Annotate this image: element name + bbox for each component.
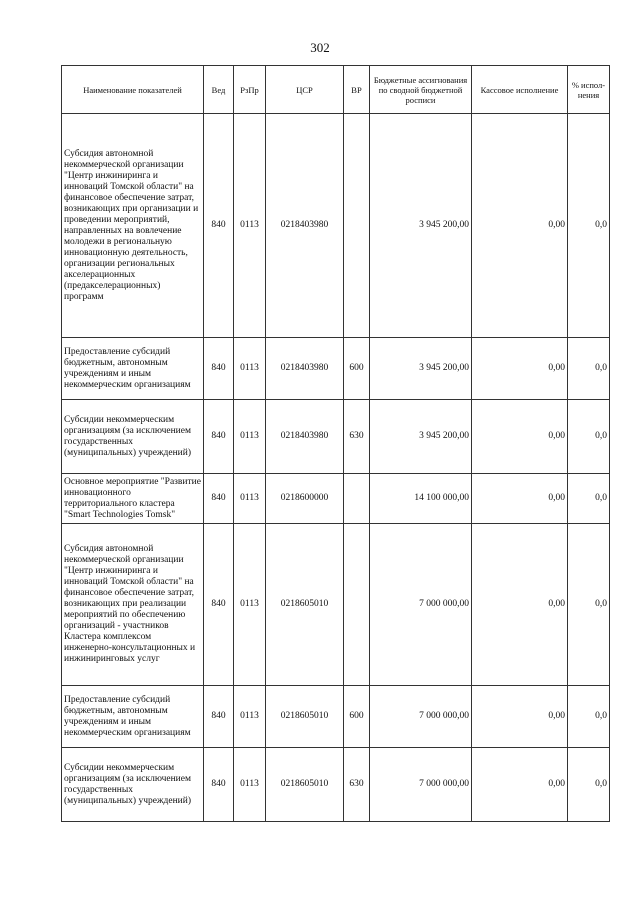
row-csr: 0218403980: [266, 338, 344, 400]
row-pct: 0,0: [568, 474, 610, 524]
row-vr: [344, 474, 370, 524]
row-vr: [344, 524, 370, 686]
header-rzpr: РзПр: [234, 66, 266, 114]
row-pct: 0,0: [568, 686, 610, 748]
row-rzpr: 0113: [234, 338, 266, 400]
row-pct: 0,0: [568, 338, 610, 400]
row-ved: 840: [204, 474, 234, 524]
row-cash: 0,00: [472, 338, 568, 400]
row-cash: 0,00: [472, 686, 568, 748]
row-csr: 0218403980: [266, 400, 344, 474]
header-budget: Бюджетные ассигнования по сводной бюджетной росписи: [370, 66, 472, 114]
row-ved: 840: [204, 686, 234, 748]
row-vr: 630: [344, 748, 370, 822]
row-rzpr: 0113: [234, 748, 266, 822]
row-rzpr: 0113: [234, 114, 266, 338]
header-pct: % испол-нения: [568, 66, 610, 114]
table-row: [62, 748, 610, 822]
table-row: [62, 474, 610, 524]
row-pct: 0,0: [568, 114, 610, 338]
row-name: Субсидии некоммерческим организациям (за исключением государственных (муниципальных) учреждений): [62, 400, 204, 474]
header-ved: Вед: [204, 66, 234, 114]
row-pct: 0,0: [568, 400, 610, 474]
row-ved: 840: [204, 748, 234, 822]
row-vr: [344, 114, 370, 338]
row-name: Субсидия автономной некоммерческой организации "Центр инжиниринга и инноваций Томской области" на финансовое обеспечение затрат, возникающих при организации и проведении мероприятий, направленных на вовлечение молодежи в региональную инновационную деятельность, организации региональных акселерационных (предакселерационных) программ: [62, 114, 204, 338]
row-rzpr: 0113: [234, 474, 266, 524]
budget-table: [61, 65, 610, 822]
row-cash: 0,00: [472, 474, 568, 524]
row-ved: 840: [204, 114, 234, 338]
row-name: Предоставление субсидий бюджетным, автономным учреждениям и иным некоммерческим организациям: [62, 686, 204, 748]
row-cash: 0,00: [472, 114, 568, 338]
page-number: 302: [310, 40, 330, 55]
row-cash: 0,00: [472, 748, 568, 822]
header-name: Наименование показателей: [62, 66, 204, 114]
row-rzpr: 0113: [234, 524, 266, 686]
row-name: Субсидии некоммерческим организациям (за исключением государственных (муниципальных) учреждений): [62, 748, 204, 822]
row-name: Субсидия автономной некоммерческой организации "Центр инжиниринга и инноваций Томской области" на финансовое обеспечение затрат, возникающих при реализации мероприятий по обеспечению организаций - участников Кластера комплексом инженерно-консультационных и инжиниринговых услуг: [62, 524, 204, 686]
table-row: [62, 338, 610, 400]
row-csr: 0218403980: [266, 114, 344, 338]
row-ved: 840: [204, 338, 234, 400]
row-rzpr: 0113: [234, 400, 266, 474]
header-vr: ВР: [344, 66, 370, 114]
row-vr: 600: [344, 338, 370, 400]
row-vr: 600: [344, 686, 370, 748]
row-name: Основное мероприятие "Развитие инновационного территориального кластера "Smart Technologies Tomsk": [62, 474, 204, 524]
row-csr: 0218605010: [266, 686, 344, 748]
row-rzpr: 0113: [234, 686, 266, 748]
row-csr: 0218600000: [266, 474, 344, 524]
row-name: Предоставление субсидий бюджетным, автономным учреждениям и иным некоммерческим организациям: [62, 338, 204, 400]
table-row: [62, 686, 610, 748]
row-budget: 7 000 000,00: [370, 748, 472, 822]
row-budget: 3 945 200,00: [370, 338, 472, 400]
table-row: [62, 400, 610, 474]
row-budget: 14 100 000,00: [370, 474, 472, 524]
row-pct: 0,0: [568, 748, 610, 822]
row-cash: 0,00: [472, 400, 568, 474]
row-csr: 0218605010: [266, 524, 344, 686]
header-cash: Кассовое исполнение: [472, 66, 568, 114]
row-budget: 7 000 000,00: [370, 524, 472, 686]
row-ved: 840: [204, 524, 234, 686]
table-row: [62, 524, 610, 686]
row-pct: 0,0: [568, 524, 610, 686]
row-budget: 7 000 000,00: [370, 686, 472, 748]
row-ved: 840: [204, 400, 234, 474]
header-csr: ЦСР: [266, 66, 344, 114]
row-budget: 3 945 200,00: [370, 114, 472, 338]
table-row: [62, 114, 610, 338]
row-csr: 0218605010: [266, 748, 344, 822]
row-vr: 630: [344, 400, 370, 474]
row-budget: 3 945 200,00: [370, 400, 472, 474]
header-row: [62, 66, 610, 114]
row-cash: 0,00: [472, 524, 568, 686]
